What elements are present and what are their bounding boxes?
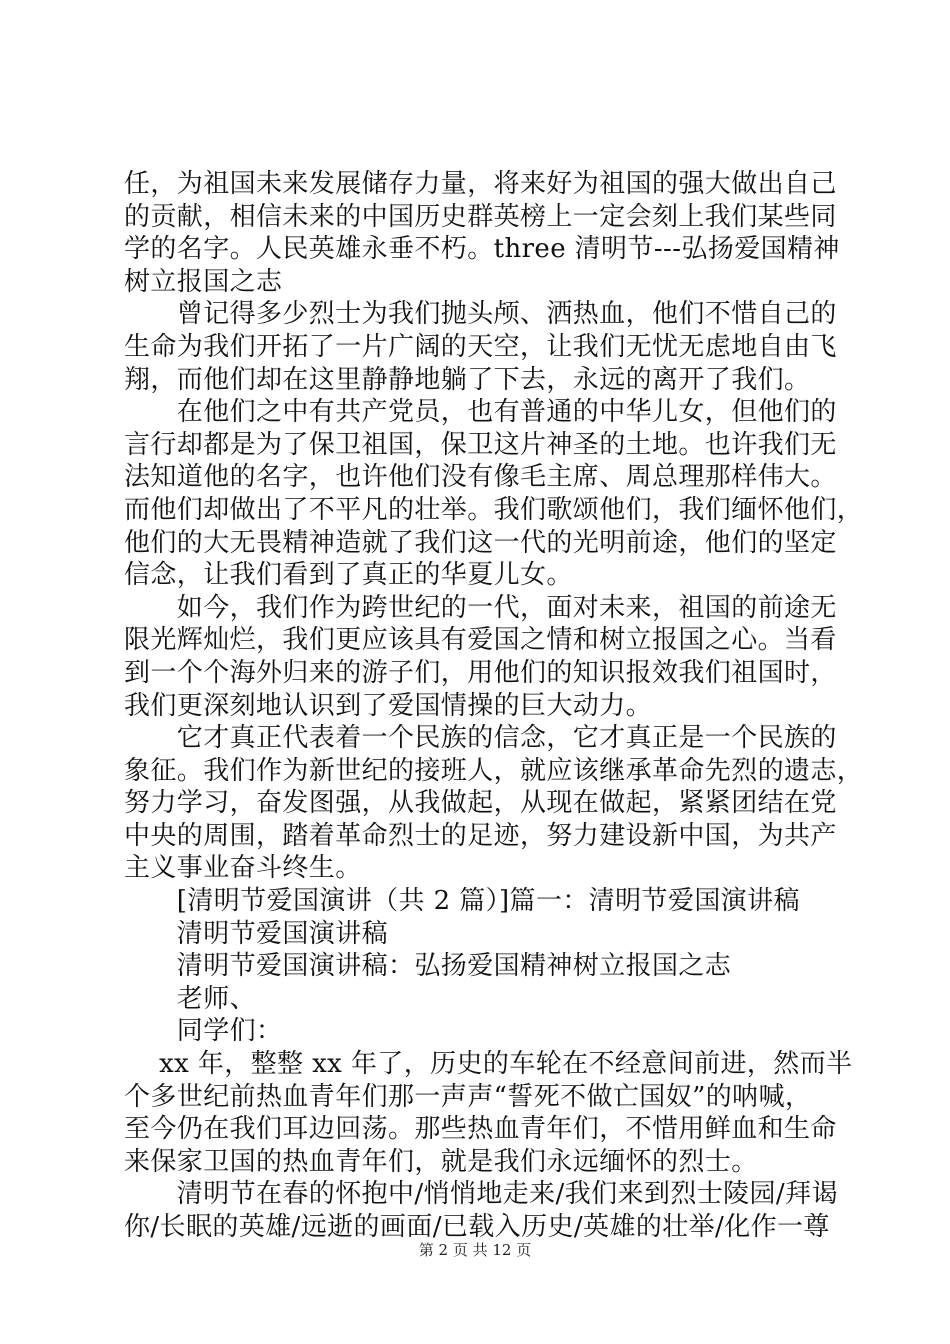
text-line: 中央的周围，踏着革命烈士的足迹，努力建设新中国，为共产 xyxy=(124,820,837,851)
text-line: 清明节爱国演讲稿：弘扬爱国精神树立报国之志 xyxy=(124,951,732,982)
text-line: 主义事业奋斗终生。 xyxy=(124,853,362,884)
text-line: 言行却都是为了保卫祖国，保卫这片神圣的土地。也许我们无 xyxy=(124,429,837,460)
text-line: 树立报国之志 xyxy=(124,266,283,297)
text-line: 而他们却做出了不平凡的壮举。我们歌颂他们，我们缅怀他们， xyxy=(124,494,864,525)
text-line: 它才真正代表着一个民族的信念，它才真正是一个民族的 xyxy=(124,723,837,754)
text-line: 的贡献，相信未来的中国历史群英榜上一定会刻上我们某些同 xyxy=(124,201,837,232)
text-line: 法知道他的名字，也许他们没有像毛主席、周总理那样伟大。 xyxy=(124,462,837,493)
text-line: 翔，而他们却在这里静静地躺了下去，永远的离开了我们。 xyxy=(124,364,811,395)
text-line: 我们更深刻地认识到了爱国情操的巨大动力。 xyxy=(124,690,653,721)
text-line: 在他们之中有共产党员，也有普通的中华儿女，但他们的 xyxy=(124,397,837,428)
text-line: xx 年，整整 xx 年了，历史的车轮在不经意间前进，然而半 xyxy=(124,1049,853,1080)
text-line: 到一个个海外归来的游子们，用他们的知识报效我们祖国时， xyxy=(124,657,837,688)
text-line: 老师、 xyxy=(124,983,257,1014)
text-line: 生命为我们开拓了一片广阔的天空，让我们无忧无虑地自由飞 xyxy=(124,331,837,362)
page-number-footer: 第 2 页 共 12 页 xyxy=(418,1241,532,1259)
text-line: 限光辉灿烂，我们更应该具有爱国之情和树立报国之心。当看 xyxy=(124,625,837,656)
text-line: 任，为祖国未来发展储存力量，将来好为祖国的强大做出自己 xyxy=(124,169,837,199)
text-line: 清明节爱国演讲稿 xyxy=(124,918,389,949)
text-line: 学的名字。人民英雄永垂不朽。three 清明节---弘扬爱国精神 xyxy=(124,234,840,265)
text-line: 清明节在春的怀抱中/悄悄地走来/我们来到烈士陵园/拜谒 xyxy=(124,1179,838,1210)
text-line: 努力学习，奋发图强，从我做起，从现在做起，紧紧团结在党 xyxy=(124,788,837,819)
text-line: 个多世纪前热血青年们那一声声“誓死不做亡国奴”的呐喊， xyxy=(124,1081,812,1112)
text-line: 如今，我们作为跨世纪的一代，面对未来，祖国的前途无 xyxy=(124,592,837,623)
text-line: 你/长眠的英雄/远逝的画面/已载入历史/英雄的壮举/化作一尊 xyxy=(124,1212,830,1242)
text-line: 象征。我们作为新世纪的接班人，就应该继承革命先烈的遗志， xyxy=(124,755,864,786)
text-line: 他们的大无畏精神造就了我们这一代的光明前途，他们的坚定 xyxy=(124,527,837,558)
text-line: 至今仍在我们耳边回荡。那些热血青年们，不惜用鲜血和生命 xyxy=(124,1114,837,1145)
text-line: [清明节爱国演讲（共 2 篇）]篇一：清明节爱国演讲稿 xyxy=(124,886,800,917)
text-line: 信念，让我们看到了真正的华夏儿女。 xyxy=(124,560,573,591)
text-line: 曾记得多少烈士为我们抛头颅、洒热血，他们不惜自己的 xyxy=(124,299,837,330)
body-text xyxy=(124,168,864,1244)
text-line: 来保家卫国的热血青年们，就是我们永远缅怀的烈士。 xyxy=(124,1146,758,1177)
text-line: 同学们： xyxy=(124,1016,283,1047)
